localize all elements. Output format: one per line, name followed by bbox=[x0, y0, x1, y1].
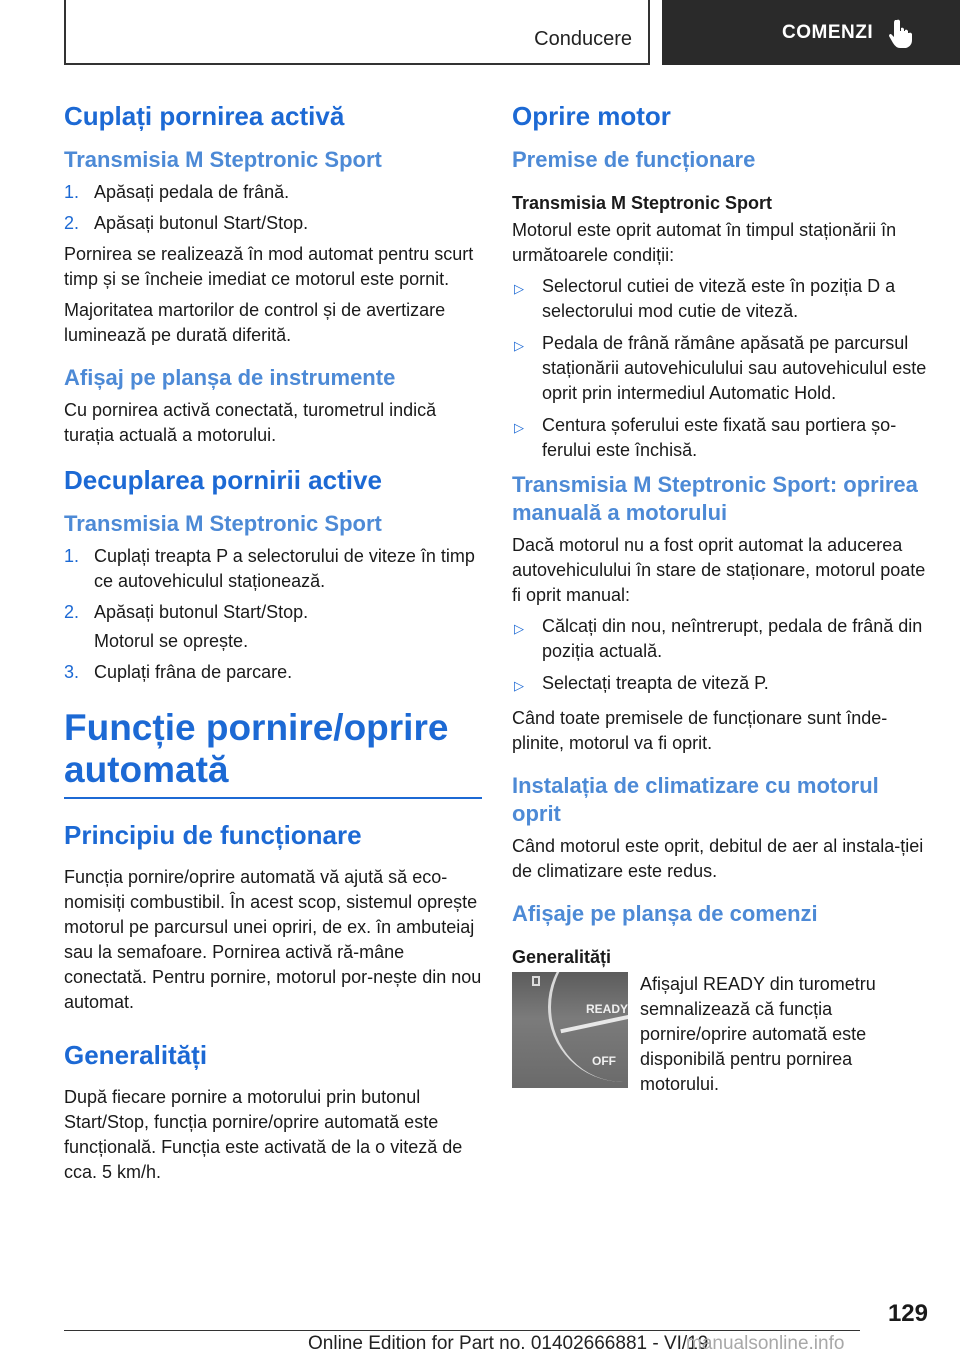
heading-principle: Principiu de funcționare bbox=[64, 820, 362, 850]
steps-deactivate bbox=[64, 544, 482, 685]
list-item: ▷ Selectați treapta de viteză P. bbox=[512, 671, 930, 698]
list-item: ▷ Pedala de frână rămâne apăsată pe parcursul staționării autovehiculului sau autovehiculul este oprit prin intermediul Automatic Hold. bbox=[512, 331, 930, 406]
subheading-instrument-display: Afișaj pe planșa de instrumente bbox=[64, 365, 396, 390]
subheading-manual-stop: Transmisia M Steptronic Sport: oprirea manuală a motorului bbox=[512, 472, 918, 525]
list-item: 2. Apăsați butonul Start/Stop. bbox=[64, 213, 309, 233]
ready-label: READY bbox=[586, 1002, 628, 1016]
hand-pointer-icon bbox=[887, 18, 915, 48]
triangle-bullet-icon: ▷ bbox=[514, 621, 524, 636]
list-item: 3. Cuplați frâna de parcare. bbox=[64, 662, 293, 682]
subheading-transmission-2: Transmisia M Steptronic Sport bbox=[64, 511, 382, 536]
footer-divider bbox=[64, 1330, 860, 1331]
triangle-bullet-icon: ▷ bbox=[514, 281, 524, 296]
ready-display-block bbox=[512, 972, 930, 1097]
list-item: 2. Apăsați butonul Start/Stop. Motorul se oprește. bbox=[64, 600, 482, 654]
header-section-title: Conducere bbox=[534, 28, 632, 50]
left-column bbox=[64, 100, 482, 1191]
paragraph: După fiecare pornire a motorului prin butonul Start/Stop, funcția pornire/oprire automată este funcțională. Funcția este activată de la o viteză de cca. 5 km/h. bbox=[64, 1087, 463, 1182]
paragraph: Dacă motorul nu a fost oprit automat la aducerea autovehiculului în stare de staționare, motorul poate fi oprit manual: bbox=[512, 535, 926, 605]
triangle-bullet-icon: ▷ bbox=[514, 678, 524, 693]
edition-text: Online Edition for Part no. 01402666881 - VI/19 bbox=[308, 1333, 709, 1354]
triangle-bullet-icon: ▷ bbox=[514, 338, 524, 353]
heading-active-start: Cuplați pornirea activă bbox=[64, 101, 345, 131]
heading-engine-stop: Oprire motor bbox=[512, 101, 671, 131]
page-number: 129 bbox=[887, 1300, 928, 1327]
paragraph: Funcția pornire/oprire automată vă ajută să eco‐nomisiți combustibil. În acest scop, sistemul oprește motorul pe parcursul unei opriri, de ex. în ambuteiaj sau la semafoare. Pornirea activă ră‐mâne conectată. Pentru pornire, motorul por‐nește din nou automat. bbox=[64, 867, 482, 1012]
manual-stop-list bbox=[512, 614, 930, 698]
list-item: ▷ Centura șoferului este fixată sau portiera șo‐ferului este închisă. bbox=[512, 413, 930, 463]
minor-heading-transmission: Transmisia M Steptronic Sport bbox=[512, 193, 773, 213]
list-item: ▷ Călcați din nou, neîntrerupt, pedala de frână din poziția actuală. bbox=[512, 614, 930, 664]
paragraph: Cu pornirea activă conectată, turometrul indică turația actuală a motorului. bbox=[64, 400, 437, 445]
list-item: 1. Cuplați treapta P a selectorului de viteze în timp ce autovehiculul staționează. bbox=[64, 546, 475, 591]
right-column bbox=[512, 100, 930, 1097]
ready-description: Afișajul READY din turometru semnalizează că funcția pornire/oprire automată este disponibilă pentru pornirea motorului. bbox=[640, 974, 876, 1094]
minor-heading-general: Generalități bbox=[512, 947, 612, 967]
header-section-box bbox=[64, 0, 650, 65]
subheading-climate: Instalația de climatizare cu motorul oprit bbox=[512, 773, 879, 826]
step-note: Motorul se oprește. bbox=[94, 631, 249, 651]
list-item: 1. Apăsați pedala de frână. bbox=[64, 182, 290, 202]
paragraph: Motorul este oprit automat în timpul staționării în următoarele condiții: bbox=[512, 220, 897, 265]
steps-active-start bbox=[64, 180, 482, 236]
paragraph: Când toate premisele de funcționare sunt înde‐plinite, motorul va fi oprit. bbox=[512, 708, 888, 753]
triangle-bullet-icon: ▷ bbox=[514, 420, 524, 435]
list-item: ▷ Selectorul cutiei de viteză este în poziția D a selectorului mod cutie de viteză. bbox=[512, 274, 930, 324]
subheading-display: Afișaje pe planșa de comenzi bbox=[512, 901, 818, 926]
heading-deactivate-start: Decuplarea pornirii active bbox=[64, 465, 382, 495]
off-label: OFF bbox=[592, 1054, 616, 1068]
subheading-prerequisites: Premise de funcționare bbox=[512, 147, 756, 172]
conditions-list bbox=[512, 274, 930, 463]
chapter-title: Funcție pornire/oprire automată bbox=[64, 707, 449, 790]
watermark: manualsonline.info bbox=[686, 1333, 845, 1354]
heading-general: Generalități bbox=[64, 1040, 208, 1070]
subheading-transmission-1: Transmisia M Steptronic Sport bbox=[64, 147, 382, 172]
paragraph: Pornirea se realizează în mod automat pentru scurt timp și se încheie imediat ce motorul este pornit. bbox=[64, 244, 474, 289]
page-header bbox=[0, 0, 960, 66]
paragraph: Majoritatea martorilor de control și de avertizare luminează pe durată diferită. bbox=[64, 300, 446, 345]
header-tab-label: COMENZI bbox=[782, 21, 874, 43]
tachometer-ready-image bbox=[512, 972, 628, 1088]
paragraph: Când motorul este oprit, debitul de aer al instala‐ției de climatizare este redus. bbox=[512, 836, 924, 881]
header-chapter-tab[interactable] bbox=[662, 0, 960, 65]
